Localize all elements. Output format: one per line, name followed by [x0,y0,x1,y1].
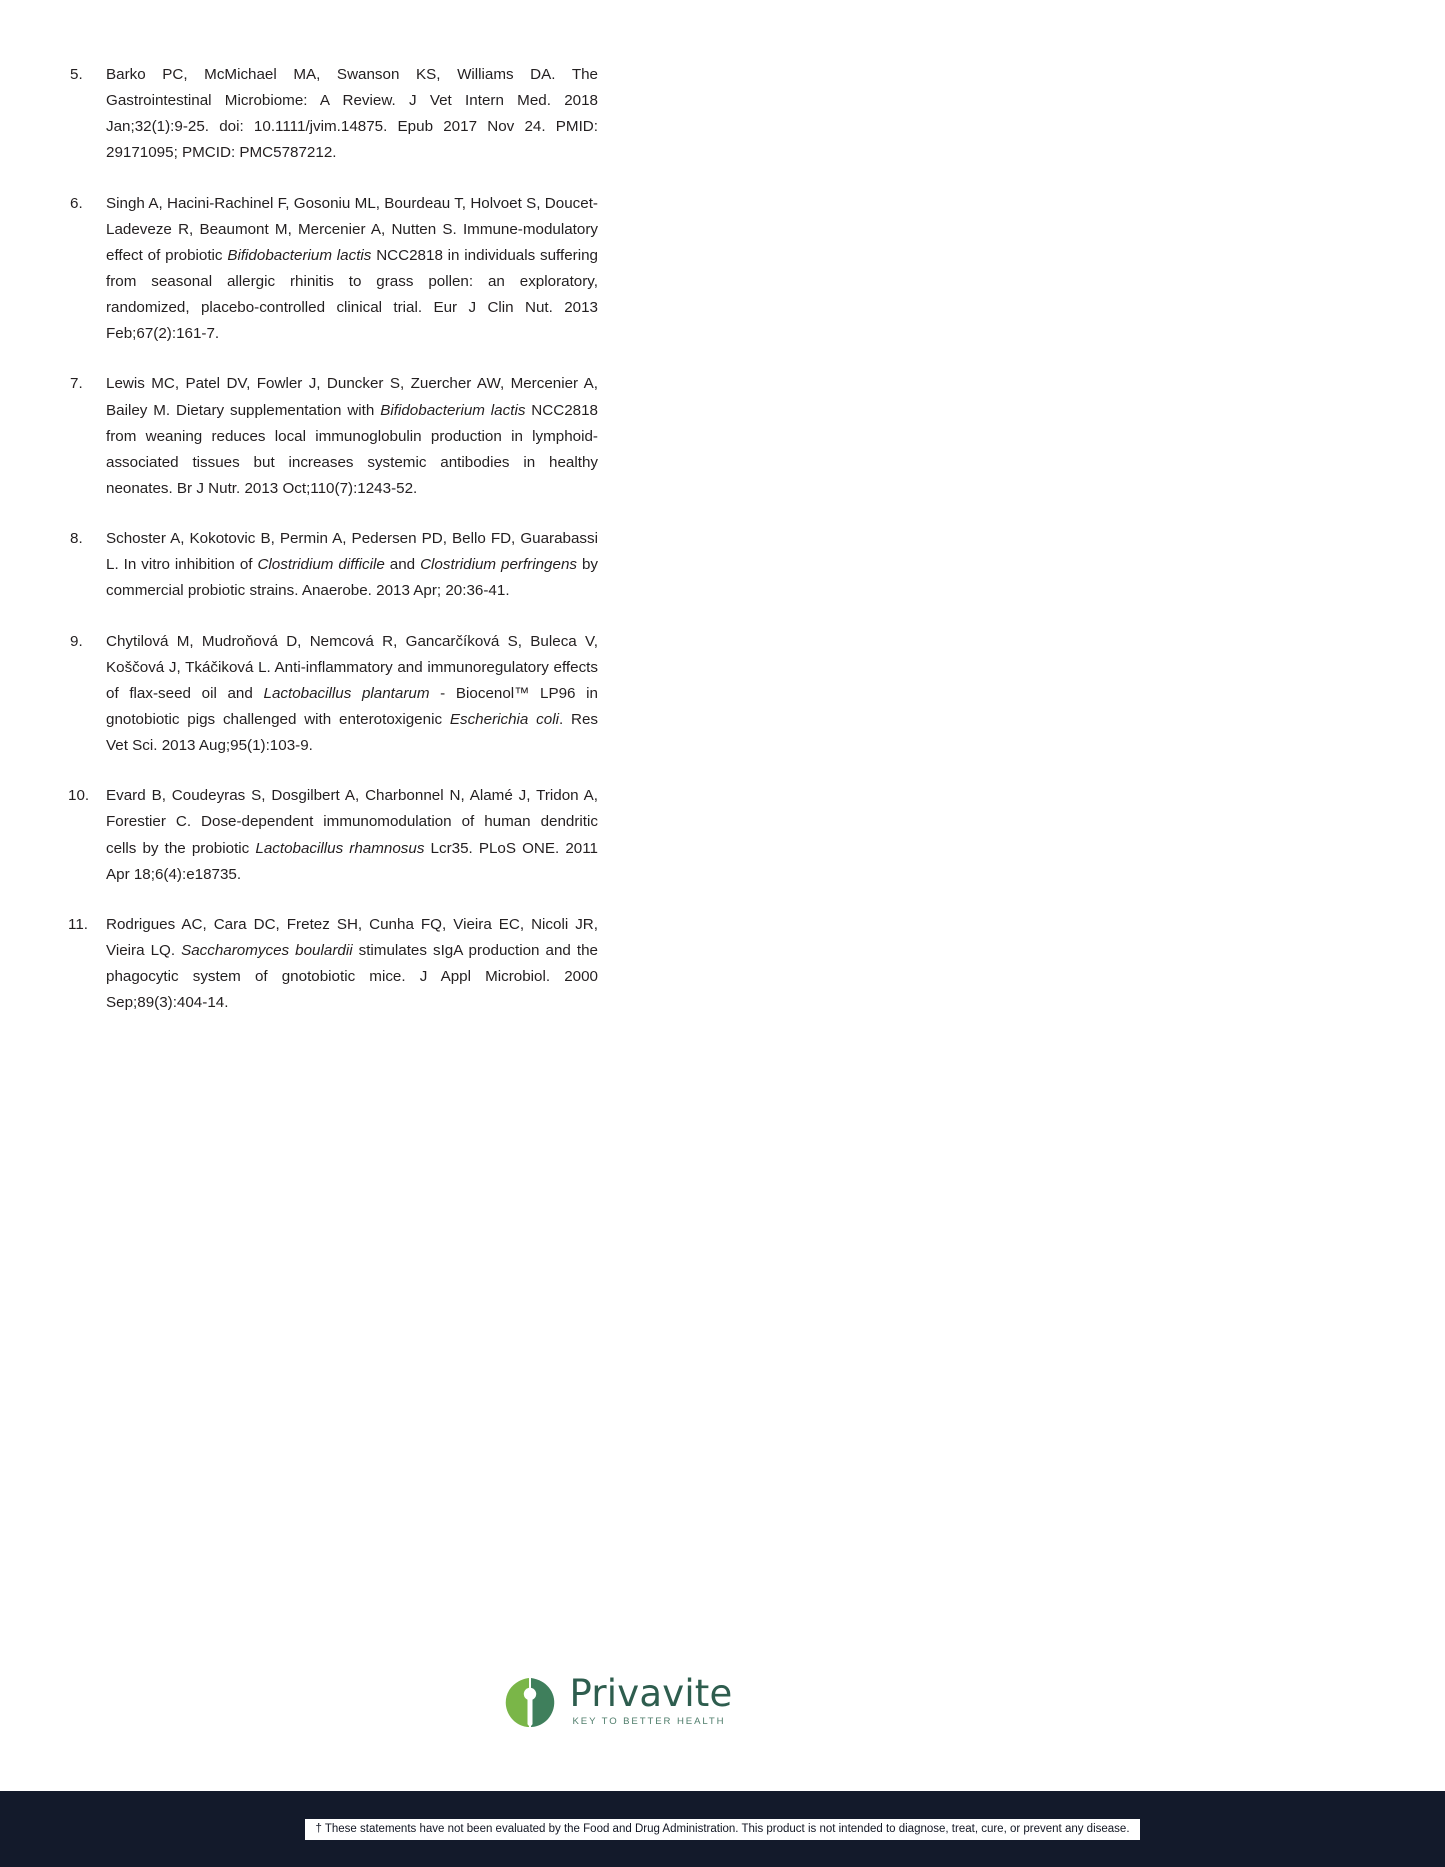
list-item [68,371,598,502]
reference-number: 10. [68,787,90,805]
disclaimer-bar [0,1791,1445,1867]
reference-text: Evard B, Coudeyras S, Dosgilbert A, Charbonnel N, Alamé J, Tridon A, Forestier C. Dose-dependent immunomodulation of human dendritic cells by the probiotic Lactobacillus rhamnosus Lcr35. PLoS ONE. 2011 Apr 18;6(4):e18735. [106,787,599,883]
reference-text: Chytilová M, Mudroňová D, Nemcová R, Gancarčíková S, Buleca V, Koščová J, Tkáčiková L. Anti-inflammatory and immunoregulatory effects of flax-seed oil and Lactobacillus plantarum - Biocenol™ LP96 in gnotobiotic pigs challenged with enterotoxigenic Escherichia coli. Res Vet Sci. 2013 Aug;95(1):103-9. [106,632,599,755]
reference-list [68,62,598,1040]
list-item [68,783,598,888]
reference-number: 11. [68,915,88,933]
list-item [68,526,598,604]
reference-text: Lewis MC, Patel DV, Fowler J, Duncker S, Zuercher AW, Mercenier A, Bailey M. Dietary supplementation with Bifidobacterium lactis NCC2818 from weaning reduces local immunoglobulin production in lymphoid-associated tissues but increases systemic antibodies in healthy neonates. Br J Nutr. 2013 Oct;110(7):1243-52. [106,375,598,497]
reference-text: Schoster A, Kokotovic B, Permin A, Pedersen PD, Bello FD, Guarabassi L. In vitro inhibition of Clostridium difficile and Clostridium perfringens by commercial probiotic strains. Anaerobe. 2013 Apr; 20:36-41. [106,530,599,600]
disclaimer-text: † These statements have not been evaluated by the Food and Drug Administration. This product is not intended to diagnose, treat, cure, or prevent any disease. [305,1819,1139,1840]
reference-text: Barko PC, McMichael MA, Swanson KS, Williams DA. The Gastrointestinal Microbiome: A Review. J Vet Intern Med. 2018 Jan;32(1):9-25. doi: 10.1111/jvim.14875. Epub 2017 Nov 24. PMID: 29171095; PMCID: PMC5787212. [106,66,598,162]
reference-number: 6. [70,194,83,212]
brand-logo [0,1670,1232,1732]
brand-tagline: KEY TO BETTER HEALTH [572,1716,726,1728]
reference-number: 7. [70,375,83,393]
reference-text: Rodrigues AC, Cara DC, Fretez SH, Cunha FQ, Vieira EC, Nicoli JR, Vieira LQ. Saccharomyces boulardii stimulates sIgA production and the phagocytic system of gnotobiotic mice. J Appl Microbiol. 2000 Sep;89(3):404-14. [106,915,598,1012]
leaf-logo-icon [500,1670,560,1732]
list-item [68,191,598,348]
reference-number: 9. [70,632,83,650]
reference-text: Singh A, Hacini-Rachinel F, Gosoniu ML, Bourdeau T, Holvoet S, Doucet-Ladeveze R, Beaumont M, Mercenier A, Nutten S. Immune-modulatory effect of probiotic Bifidobacterium lactis NCC2818 in individuals suffering from seasonal allergic rhinitis to grass pollen: an exploratory, randomized, placebo-controlled clinical trial. Eur J Clin Nut. 2013 Feb;67(2):161-7. [106,194,598,343]
list-item [68,912,598,1017]
list-item [68,629,598,760]
list-item [68,62,598,167]
brand-name: Privavite [569,1672,733,1716]
reference-number: 8. [70,530,83,548]
page-gutter [1232,0,1445,1867]
reference-number: 5. [70,66,83,83]
